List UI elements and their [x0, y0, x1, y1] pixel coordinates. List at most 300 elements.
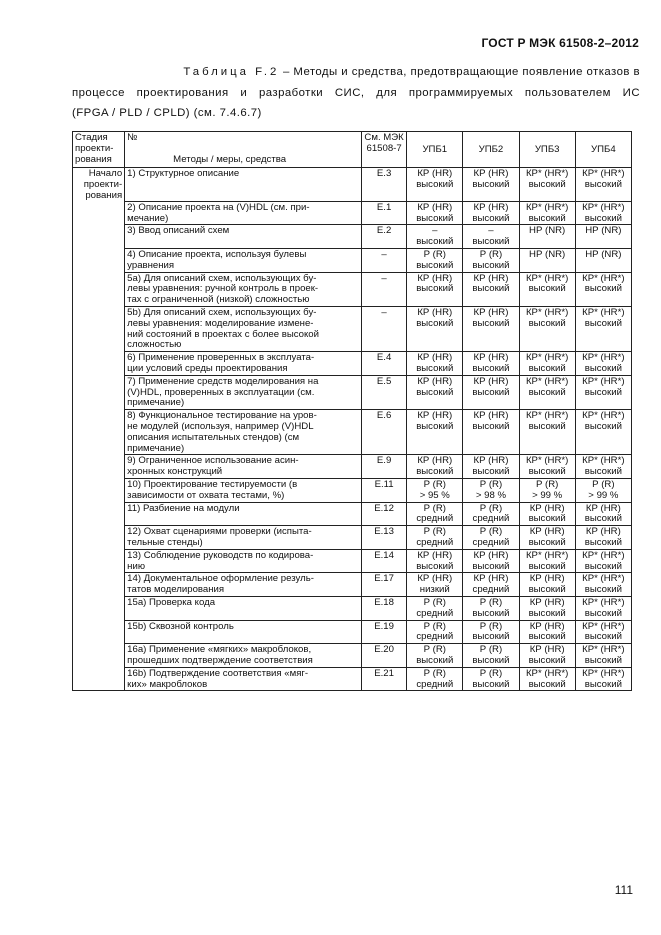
recommendation-text: Р (R) — [479, 526, 503, 538]
recommendation-text: КР (HR) — [417, 168, 453, 179]
recommendation-text: КР (HR) — [473, 455, 509, 467]
method-text-line: ких» макроблоков — [127, 678, 208, 690]
method-text-line: 16a) Применение «мягких» макроблоков, — [127, 644, 312, 656]
upb-cell-u1 — [407, 272, 463, 306]
effectiveness-text: высокий — [472, 283, 510, 295]
recommendation-text: Р (R) — [479, 596, 503, 608]
method-cell — [125, 573, 362, 597]
table-row — [73, 573, 632, 597]
upb-cell-u2 — [463, 526, 519, 550]
effectiveness-text: высокий — [528, 584, 566, 596]
stage-cell — [73, 479, 125, 503]
effectiveness-text: высокий — [472, 560, 510, 572]
method-text-line: 14) Документальное оформление резуль- — [127, 573, 314, 585]
reference-cell: Е.18 — [362, 596, 407, 620]
method-text-line: примечание) — [127, 442, 185, 454]
upb-cell-u1 — [407, 620, 463, 644]
recommendation-text: КР* (HR*) — [582, 375, 625, 387]
effectiveness-text: высокий — [584, 560, 622, 572]
upb-cell-u2 — [463, 573, 519, 597]
effectiveness-text: средний — [416, 537, 454, 548]
method-text-line: уравнения — [127, 259, 175, 271]
effectiveness-text: высокий — [528, 386, 566, 398]
stage-text: рования — [85, 189, 123, 201]
reference-cell: Е.13 — [362, 526, 407, 550]
reference-cell: Е.4 — [362, 352, 407, 376]
upb-cell-u3 — [519, 307, 575, 352]
stage-cell — [73, 644, 125, 668]
recommendation-text: НР (NR) — [529, 225, 566, 237]
upb-cell-u4 — [575, 526, 631, 550]
effectiveness-text: высокий — [472, 421, 510, 433]
upb-cell-u2 — [463, 272, 519, 306]
effectiveness-text: > 98 % — [475, 489, 507, 501]
stage-cell — [73, 352, 125, 376]
reference-cell: Е.21 — [362, 667, 407, 691]
recommendation-text: КР* (HR*) — [582, 201, 625, 213]
recommendation-text: КР* (HR*) — [582, 307, 625, 319]
effectiveness-text: высокий — [472, 178, 510, 190]
recommendation-text: – — [488, 225, 494, 237]
recommendation-text: КР (HR) — [529, 620, 565, 632]
effectiveness-text: высокий — [528, 560, 566, 572]
upb-cell-u2 — [463, 168, 519, 202]
reference-cell: – — [362, 272, 407, 306]
upb-cell-u4 — [575, 667, 631, 691]
effectiveness-text: высокий — [472, 607, 510, 619]
upb-cell-u1 — [407, 549, 463, 573]
recommendation-text: Р (R) — [535, 479, 559, 491]
recommendation-text: КР (HR) — [473, 201, 509, 213]
effectiveness-text: средний — [416, 607, 454, 619]
upb-cell-u4 — [575, 201, 631, 225]
recommendation-text: КР* (HR*) — [525, 667, 569, 679]
recommendation-text: КР* (HR*) — [582, 667, 625, 679]
header-number: № — [127, 132, 138, 143]
table-row — [73, 307, 632, 352]
upb-cell-u3 — [519, 352, 575, 376]
recommendation-text: КР (HR) — [529, 596, 565, 608]
recommendation-text: Р (R) — [479, 249, 503, 261]
recommendation-text: КР (HR) — [585, 526, 621, 538]
method-cell — [125, 410, 362, 455]
effectiveness-text: высокий — [472, 212, 510, 224]
stage-cell — [73, 375, 125, 409]
upb-cell-u4 — [575, 410, 631, 455]
effectiveness-text: высокий — [528, 363, 566, 375]
effectiveness-text: высокий — [416, 317, 454, 329]
stage-cell — [73, 596, 125, 620]
upb-cell-u3 — [519, 168, 575, 202]
method-cell — [125, 272, 362, 306]
effectiveness-text: высокий — [584, 178, 622, 190]
upb-cell-u1 — [407, 225, 463, 249]
upb-cell-u1 — [407, 667, 463, 691]
reference-cell: Е.14 — [362, 549, 407, 573]
method-cell — [125, 455, 362, 479]
stage-cell — [73, 620, 125, 644]
recommendation-text: КР* (HR*) — [525, 307, 569, 319]
recommendation-text: Р (R) — [479, 644, 503, 656]
method-text-line: левы уравнения: ручной контроль в проек- — [127, 283, 319, 295]
recommendation-text: КР (HR) — [417, 455, 453, 467]
reference-cell: Е.9 — [362, 455, 407, 479]
recommendation-text: КР (HR) — [417, 307, 453, 319]
reference-cell: Е.17 — [362, 573, 407, 597]
effectiveness-text: высокий — [416, 178, 454, 190]
recommendation-text: Р (R) — [592, 479, 615, 491]
recommendation-text: КР* (HR*) — [582, 352, 625, 364]
stage-text: Начало — [88, 168, 123, 179]
method-text-line: 5b) Для описаний схем, использующих бу- — [127, 307, 317, 319]
table-row — [73, 596, 632, 620]
upb-cell-u3 — [519, 375, 575, 409]
effectiveness-text: высокий — [528, 654, 566, 666]
method-text-line: хронных конструкций — [127, 466, 223, 478]
caption-line-3: (FPGA / PLD / CPLD) (см. 7.4.6.7) — [72, 107, 262, 119]
header-stage: Стадия проекти- рования — [73, 132, 125, 168]
recommendation-text: Р (R) — [479, 667, 503, 679]
upb-cell-u2 — [463, 201, 519, 225]
header-methods — [125, 132, 362, 168]
reference-cell: Е.12 — [362, 502, 407, 526]
recommendation-text: КР* (HR*) — [525, 272, 569, 284]
reference-cell: Е.6 — [362, 410, 407, 455]
effectiveness-text: высокий — [416, 236, 454, 248]
effectiveness-text: высокий — [584, 363, 622, 375]
recommendation-text: КР (HR) — [417, 375, 453, 387]
upb-cell-u2 — [463, 479, 519, 503]
upb-cell-u1 — [407, 307, 463, 352]
recommendation-text: КР (HR) — [529, 573, 565, 585]
upb-cell-u3 — [519, 526, 575, 550]
upb-cell-u4 — [575, 502, 631, 526]
recommendation-text: КР* (HR*) — [525, 168, 569, 179]
method-text-line: не модулей (используя, например (V)HDL — [127, 421, 314, 433]
stage-cell — [73, 410, 125, 455]
table-row — [73, 225, 632, 249]
effectiveness-text: высокий — [472, 259, 510, 271]
method-text-line: 16b) Подтверждение соответствия «мяг- — [127, 667, 309, 679]
effectiveness-text: высокий — [528, 421, 566, 433]
upb-cell-u4 — [575, 620, 631, 644]
recommendation-text: КР* (HR*) — [582, 455, 625, 467]
reference-cell: Е.20 — [362, 644, 407, 668]
upb-cell-u3 — [519, 479, 575, 503]
method-text-line: прошедших подтверждение соответствия — [127, 654, 313, 666]
upb-cell-u3 — [519, 201, 575, 225]
recommendation-text: Р (R) — [423, 667, 446, 679]
upb-cell-u4 — [575, 573, 631, 597]
upb-cell-u1 — [407, 573, 463, 597]
upb-cell-u4 — [575, 644, 631, 668]
method-text-line: 2) Описание проекта на (V)HDL (см. при- — [127, 201, 310, 213]
upb-cell-u2 — [463, 502, 519, 526]
method-text-line: ний состояний в проектах с более высокой — [127, 328, 319, 340]
table-row — [73, 410, 632, 455]
recommendation-text: КР* (HR*) — [582, 644, 625, 656]
stage-cell — [73, 249, 125, 273]
effectiveness-text: высокий — [416, 212, 454, 224]
method-text-line: татов моделирования — [127, 584, 225, 596]
upb-cell-u2 — [463, 410, 519, 455]
upb-cell-u2 — [463, 667, 519, 691]
upb-cell-u1 — [407, 375, 463, 409]
caption-text: Методы и средства, предотвращающие появление отказов в — [293, 66, 640, 78]
recommendation-text: Р (R) — [423, 596, 446, 608]
upb-cell-u3 — [519, 502, 575, 526]
stage-cell — [73, 502, 125, 526]
upb-cell-u4 — [575, 479, 631, 503]
effectiveness-text: высокий — [528, 678, 566, 690]
recommendation-text: КР* (HR*) — [582, 620, 625, 632]
recommendation-text: КР* (HR*) — [525, 549, 569, 561]
method-text-line: 12) Охват сценариями проверки (испыта- — [127, 526, 312, 538]
effectiveness-text: низкий — [419, 584, 450, 596]
method-text-line: 7) Применение средств моделирования на — [127, 375, 319, 387]
stage-cell — [73, 455, 125, 479]
effectiveness-text: средний — [416, 678, 454, 690]
method-text-line: 15b) Сквозной контроль — [127, 620, 234, 632]
method-text-line: левы уравнения: моделирование измене- — [127, 317, 314, 329]
effectiveness-text: высокий — [416, 259, 454, 271]
recommendation-text: Р (R) — [479, 620, 503, 632]
upb-cell-u3 — [519, 596, 575, 620]
effectiveness-text: высокий — [416, 421, 454, 433]
caption-dash: – — [282, 66, 290, 78]
effectiveness-text: высокий — [472, 678, 510, 690]
effectiveness-text: высокий — [472, 386, 510, 398]
effectiveness-text: высокий — [528, 466, 566, 478]
reference-cell: Е.5 — [362, 375, 407, 409]
recommendation-text: КР* (HR*) — [582, 549, 625, 561]
recommendation-text: Р (R) — [423, 620, 446, 632]
recommendation-text: НР (NR) — [585, 225, 622, 237]
effectiveness-text: высокий — [584, 421, 622, 433]
method-text-line: 4) Описание проекта, используя булевы — [127, 249, 307, 261]
effectiveness-text: средний — [416, 513, 454, 525]
recommendation-text: КР* (HR*) — [525, 375, 569, 387]
effectiveness-text: высокий — [416, 560, 454, 572]
upb-cell-u1 — [407, 410, 463, 455]
reference-cell: Е.3 — [362, 168, 407, 202]
recommendation-text: КР* (HR*) — [582, 168, 625, 179]
caption-line-1 — [72, 62, 640, 83]
upb-cell-u3 — [519, 225, 575, 249]
stage-cell — [73, 573, 125, 597]
upb-cell-u3 — [519, 272, 575, 306]
effectiveness-text: высокий — [584, 513, 622, 525]
upb-cell-u1 — [407, 249, 463, 273]
table-row — [73, 249, 632, 273]
recommendation-text: КР (HR) — [529, 502, 565, 514]
upb-cell-u2 — [463, 620, 519, 644]
methods-table — [72, 131, 632, 691]
recommendation-text: КР (HR) — [417, 410, 453, 422]
effectiveness-text: высокий — [528, 631, 566, 643]
method-cell — [125, 168, 362, 202]
method-text-line: 15a) Проверка кода — [127, 596, 216, 608]
upb-cell-u1 — [407, 352, 463, 376]
recommendation-text: КР* (HR*) — [525, 455, 569, 467]
effectiveness-text: средний — [416, 631, 454, 643]
reference-cell: Е.11 — [362, 479, 407, 503]
effectiveness-text: высокий — [472, 236, 510, 248]
upb-cell-u4 — [575, 272, 631, 306]
method-text-line: тельные стенды) — [127, 537, 203, 548]
recommendation-text: КР (HR) — [473, 375, 509, 387]
recommendation-text: КР (HR) — [417, 549, 453, 561]
method-text-line: примечание) — [127, 397, 185, 409]
effectiveness-text: высокий — [584, 212, 622, 224]
effectiveness-text: высокий — [472, 317, 510, 329]
method-text-line: 13) Соблюдение руководств по кодирова- — [127, 549, 314, 561]
method-text-line: 9) Ограниченное использование асин- — [127, 455, 299, 467]
method-cell — [125, 667, 362, 691]
recommendation-text: Р (R) — [479, 479, 503, 491]
upb-cell-u2 — [463, 644, 519, 668]
upb-cell-u1 — [407, 644, 463, 668]
upb-cell-u3 — [519, 573, 575, 597]
recommendation-text: Р (R) — [423, 526, 446, 538]
recommendation-text: КР (HR) — [473, 573, 509, 585]
effectiveness-text: высокий — [416, 363, 454, 375]
upb-cell-u1 — [407, 168, 463, 202]
effectiveness-text: высокий — [528, 178, 566, 190]
method-text-line: описания испытательных стендов) (см — [127, 431, 300, 443]
recommendation-text: КР (HR) — [473, 549, 509, 561]
recommendation-text: КР* (HR*) — [525, 201, 569, 213]
effectiveness-text: высокий — [584, 317, 622, 329]
method-text-line: 11) Разбиение на модули — [127, 502, 240, 514]
effectiveness-text: средний — [472, 513, 510, 525]
effectiveness-text: высокий — [528, 607, 566, 619]
stage-cell — [73, 272, 125, 306]
method-text-line: 8) Функциональное тестирование на уров- — [127, 410, 317, 422]
recommendation-text: КР* (HR*) — [582, 573, 625, 585]
effectiveness-text: высокий — [528, 537, 566, 548]
recommendation-text: КР (HR) — [417, 201, 453, 213]
effectiveness-text: высокий — [416, 386, 454, 398]
effectiveness-text: высокий — [584, 537, 622, 548]
effectiveness-text: высокий — [584, 386, 622, 398]
stage-cell — [73, 225, 125, 249]
effectiveness-text: высокий — [472, 466, 510, 478]
upb-cell-u4 — [575, 549, 631, 573]
table-caption — [72, 62, 640, 124]
effectiveness-text: > 99 % — [588, 489, 619, 501]
effectiveness-text: высокий — [584, 631, 622, 643]
effectiveness-text: высокий — [472, 363, 510, 375]
method-text-line: 5a) Для описаний схем, использующих бу- — [127, 272, 317, 284]
effectiveness-text: > 95 % — [419, 489, 450, 501]
caption-label: Таблица F.2 — [183, 66, 280, 78]
table-row — [73, 479, 632, 503]
method-cell — [125, 352, 362, 376]
stage-cell — [73, 526, 125, 550]
upb-cell-u2 — [463, 455, 519, 479]
recommendation-text: НР (NR) — [585, 249, 622, 261]
table-row — [73, 620, 632, 644]
method-cell — [125, 249, 362, 273]
table-row — [73, 201, 632, 225]
recommendation-text: КР* (HR*) — [582, 272, 625, 284]
upb-cell-u2 — [463, 596, 519, 620]
method-cell — [125, 225, 362, 249]
recommendation-text: Р (R) — [479, 502, 503, 514]
method-cell — [125, 502, 362, 526]
recommendation-text: КР* (HR*) — [525, 352, 569, 364]
upb-cell-u3 — [519, 455, 575, 479]
table-body — [73, 168, 632, 691]
method-cell — [125, 596, 362, 620]
recommendation-text: КР (HR) — [417, 352, 453, 364]
upb-cell-u2 — [463, 375, 519, 409]
table-row — [73, 549, 632, 573]
reference-cell: Е.19 — [362, 620, 407, 644]
upb-cell-u3 — [519, 410, 575, 455]
effectiveness-text: высокий — [584, 466, 622, 478]
stage-cell — [73, 549, 125, 573]
table-row — [73, 168, 632, 202]
method-text-line: 1) Структурное описание — [127, 168, 240, 179]
effectiveness-text: высокий — [584, 678, 622, 690]
table-row — [73, 502, 632, 526]
upb-cell-u4 — [575, 307, 631, 352]
reference-cell: Е.2 — [362, 225, 407, 249]
stage-cell — [73, 201, 125, 225]
effectiveness-text: высокий — [528, 283, 566, 295]
effectiveness-text: > 99 % — [532, 489, 563, 501]
recommendation-text: КР (HR) — [417, 573, 453, 585]
method-text-line: 3) Ввод описаний схем — [127, 225, 230, 237]
effectiveness-text: высокий — [584, 584, 622, 596]
header-upb2: УПБ2 — [463, 132, 519, 168]
upb-cell-u1 — [407, 479, 463, 503]
upb-cell-u4 — [575, 249, 631, 273]
recommendation-text: КР (HR) — [473, 352, 509, 364]
recommendation-text: Р (R) — [423, 249, 446, 261]
upb-cell-u4 — [575, 225, 631, 249]
recommendation-text: КР* (HR*) — [582, 596, 625, 608]
header-reference: См. МЭК 61508-7 — [362, 132, 407, 168]
method-text-line: 10) Проектирование тестируемости (в — [127, 479, 298, 491]
method-text-line: тах с ограниченной (низкой) сложностью — [127, 294, 310, 306]
reference-cell: – — [362, 249, 407, 273]
recommendation-text: КР (HR) — [529, 526, 565, 538]
table-header-row — [73, 132, 632, 168]
stage-cell — [73, 667, 125, 691]
reference-cell: Е.1 — [362, 201, 407, 225]
upb-cell-u1 — [407, 455, 463, 479]
header-upb3: УПБ3 — [519, 132, 575, 168]
recommendation-text: КР (HR) — [417, 272, 453, 284]
upb-cell-u1 — [407, 502, 463, 526]
effectiveness-text: высокий — [416, 283, 454, 295]
method-cell — [125, 201, 362, 225]
upb-cell-u2 — [463, 352, 519, 376]
recommendation-text: Р (R) — [423, 644, 446, 656]
method-text-line: (V)HDL, проверенных в эксплуатации (см. — [127, 386, 315, 398]
table-row — [73, 526, 632, 550]
upb-cell-u4 — [575, 168, 631, 202]
upb-cell-u4 — [575, 455, 631, 479]
recommendation-text: КР (HR) — [529, 644, 565, 656]
method-cell — [125, 375, 362, 409]
method-cell — [125, 549, 362, 573]
header-methods-title: Методы / меры, средства — [173, 154, 287, 166]
stage-cell — [73, 168, 125, 202]
